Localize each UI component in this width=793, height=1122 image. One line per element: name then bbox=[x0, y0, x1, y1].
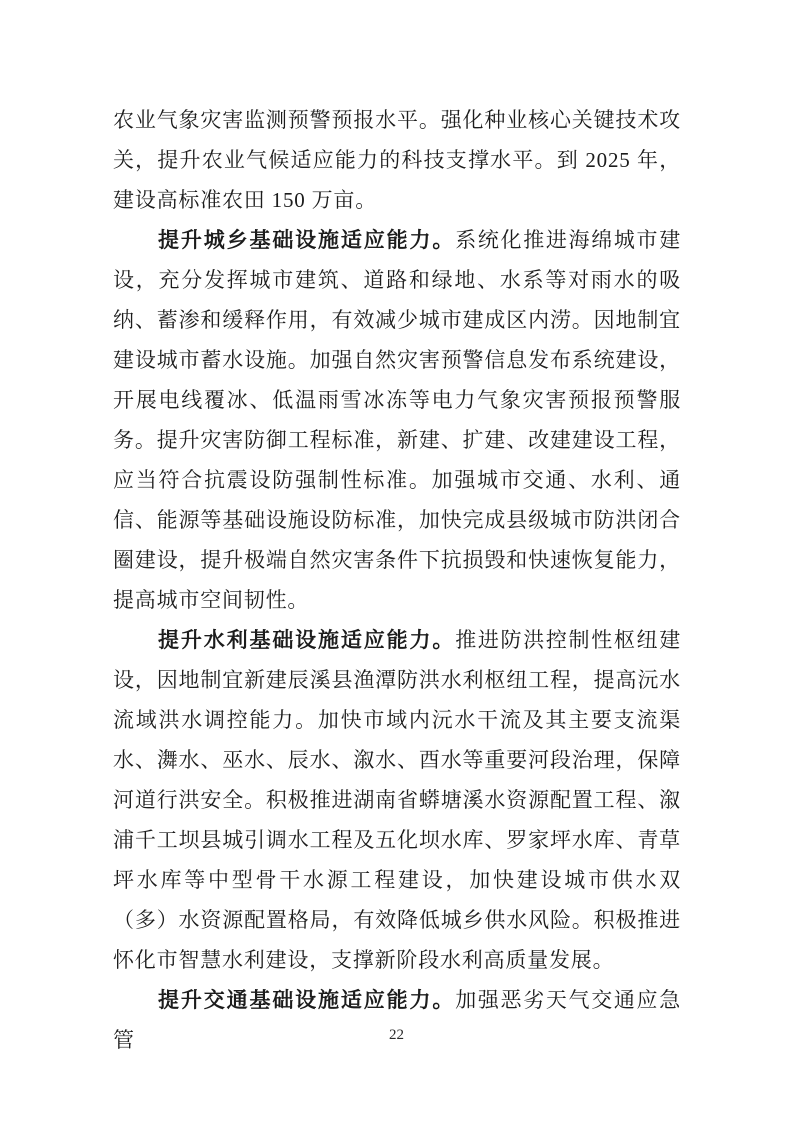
paragraph-text: 农业气象灾害监测预警预报水平。强化种业核心关键技术攻关，提升农业气候适应能力的科技支撑水平。到 2025 年，建设高标准农田 150 万亩。 bbox=[113, 108, 681, 212]
document-body bbox=[113, 100, 681, 1060]
paragraph-lead: 提升城乡基础设施适应能力。 bbox=[158, 228, 456, 252]
paragraph-water-infrastructure bbox=[113, 620, 681, 980]
paragraph-text: 推进防洪控制性枢纽建设，因地制宜新建辰溪县渔潭防洪水利枢纽工程，提高沅水流域洪水调控能力。加快市域内沅水干流及其主要支流渠水、㵲水、巫水、辰水、溆水、酉水等重要河段治理，保障河道行洪安全。积极推进湖南省蟒塘溪水资源配置工程、溆浦千工坝县城引调水工程及五化坝水库、罗家坪水库、青草坪水库等中型骨干水源工程建设，加快建设城市供水双（多）水资源配置格局，有效降低城乡供水风险。积极推进怀化市智慧水利建设，支撑新阶段水利高质量发展。 bbox=[113, 628, 682, 972]
paragraph-text: 加强恶劣天气交通应急管 bbox=[113, 988, 682, 1052]
paragraph-urban-infrastructure bbox=[113, 220, 681, 620]
paragraph-lead: 提升交通基础设施适应能力。 bbox=[158, 988, 456, 1012]
paragraph-text: 系统化推进海绵城市建设，充分发挥城市建筑、道路和绿地、水系等对雨水的吸纳、蓄渗和缓释作用，有效减少城市建成区内涝。因地制宜建设城市蓄水设施。加强自然灾害预警信息发布系统建设，开展电线覆冰、低温雨雪冰冻等电力气象灾害预报预警服务。提升灾害防御工程标准，新建、扩建、改建建设工程，应当符合抗震设防强制性标准。加强城市交通、水利、通信、能源等基础设施设防标准，加快完成县级城市防洪闭合圈建设，提升极端自然灾害条件下抗损毁和快速恢复能力，提高城市空间韧性。 bbox=[113, 228, 682, 612]
page-number: 22 bbox=[389, 1027, 404, 1043]
paragraph-lead: 提升水利基础设施适应能力。 bbox=[158, 628, 456, 652]
paragraph-continuation bbox=[113, 100, 681, 220]
paragraph-transport-infrastructure bbox=[113, 980, 681, 1060]
